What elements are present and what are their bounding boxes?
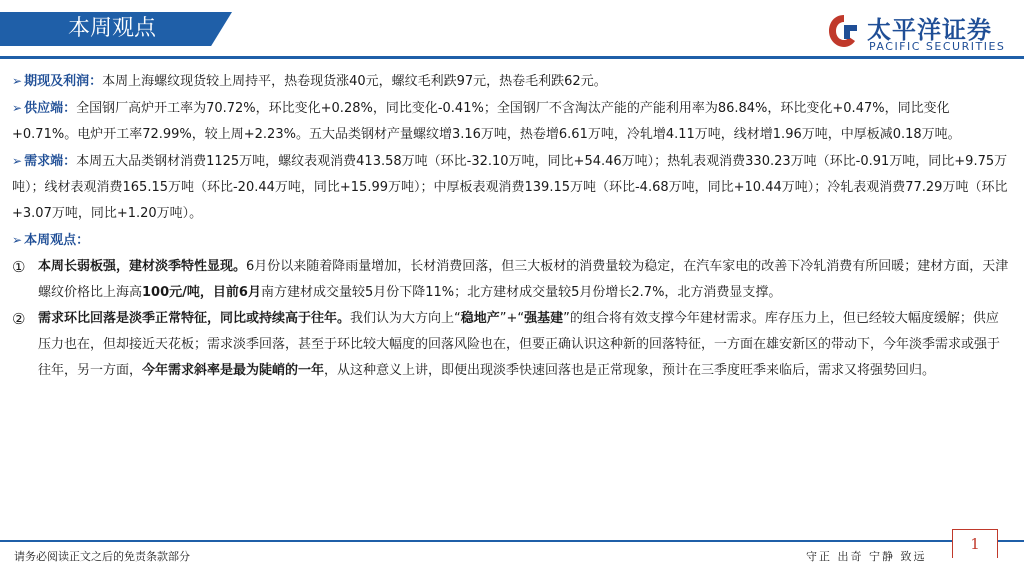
view-item-1-emphasis: 100元/吨，目前6月: [142, 285, 261, 300]
arrow-bullet-icon: ➢: [12, 233, 23, 247]
view-item-2-headline: 需求环比回落是淡季正常特征，同比或持续高于往年。: [38, 311, 351, 326]
page-number: 1: [952, 529, 998, 558]
demand-lead: 需求端：: [24, 154, 77, 169]
pacific-logo-icon: [827, 13, 861, 49]
spot-lead: 期现及利润：: [24, 74, 103, 89]
view-item-2-emphasis-a: 稳地产: [460, 311, 500, 326]
view-item-1: [12, 254, 1010, 306]
demand-section: [12, 148, 1010, 227]
header-divider: [0, 56, 1024, 59]
footer-disclaimer: 请务必阅读正文之后的免责条款部分: [14, 550, 190, 563]
view-item-1-text-b: 南方建材成交量较5月份下降11%；北方建材成交量较5月份增长2.7%，北方消费显支撑。: [260, 285, 782, 300]
arrow-bullet-icon: ➢: [12, 154, 23, 168]
spot-text: 本周上海螺纹现货较上周持平，热卷现货涨40元，螺纹毛利跌97元，热卷毛利跌62元。: [102, 74, 607, 89]
view-item-1-headline: 本周长弱板强，建材淡季特性显现。: [38, 259, 247, 274]
demand-text: 本周五大品类钢材消费1125万吨，螺纹表观消费413.58万吨（环比-32.10万吨，同比+54.46万吨）；热轧表观消费330.23万吨（环比-0.91万吨，同比+9.75万吨）；线材表观消费165.15万吨（环比-20.44万吨，同比+15.99万吨）；中厚板表观消费139.15万吨（环比-4.68万吨，同比+10.44万吨）；冷轧表观消费77.29万吨（环比+3.07万吨，同比+1.20万吨）。: [12, 154, 1008, 221]
spot-section: [12, 68, 1010, 95]
view-item-1-text-a: 6月份以来随着降雨量增加，长材消费回落，但三大板材的消费量较为稳定，在汽车家电的改善下冷轧消费有所回暖；建材方面，天津螺纹价格比上海高: [38, 259, 1009, 300]
view-item-2-text-c: ”的组合将有效支撑今年建材需求。库存压力上，但已经较大幅度缓解；供应压力也在，但却接近天花板；需求淡季回落，甚至于环比较大幅度的回落风险也在，但要正确认识这种新的回落特征，一方面在雄安新区的带动下，今年淡季需求或强于往年，另一方面，: [38, 311, 1001, 378]
item-number-marker: ①: [12, 258, 26, 276]
supply-lead: 供应端：: [24, 101, 77, 116]
view-lead: 本周观点：: [24, 233, 90, 248]
item-number-marker: ②: [12, 310, 26, 328]
report-body: [12, 68, 1010, 384]
view-item-2: [12, 306, 1010, 384]
page-title: 本周观点: [68, 16, 157, 41]
logo-english-name: PACIFIC SECURITIES: [869, 40, 1006, 53]
supply-section: [12, 95, 1010, 148]
view-item-2-emphasis-c: 今年需求斜率是最为陡峭的一年: [142, 363, 325, 378]
view-section-heading: [12, 227, 1010, 254]
arrow-bullet-icon: ➢: [12, 101, 23, 115]
supply-text: 全国钢厂高炉开工率为70.72%，环比变化+0.28%，同比变化-0.41%；全国钢厂不含淘汰产能的产能利用率为86.84%，环比变化+0.47%，同比变化+0.71%。电炉开工率72.99%，较上周+2.23%。五大品类钢材产量螺纹增3.16万吨，热卷增6.61万吨，冷轧增4.11万吨，线材增1.96万吨，中厚板减0.18万吨。: [12, 101, 961, 142]
view-item-2-text-d: ，从这种意义上讲，即便出现淡季快速回落也是正常现象，预计在三季度旺季来临后，需求又将强势回归。: [324, 363, 936, 378]
view-item-2-text-b: ”+“: [499, 311, 525, 326]
logo-chinese-name: 太平洋证券: [867, 16, 992, 44]
arrow-bullet-icon: ➢: [12, 74, 23, 88]
footer-motto: 守正 出奇 宁静 致远: [806, 550, 927, 563]
view-item-2-text-a: 我们认为大方向上“: [350, 311, 461, 326]
footer-divider: [0, 540, 1024, 542]
view-item-2-emphasis-b: 强基建: [524, 311, 564, 326]
